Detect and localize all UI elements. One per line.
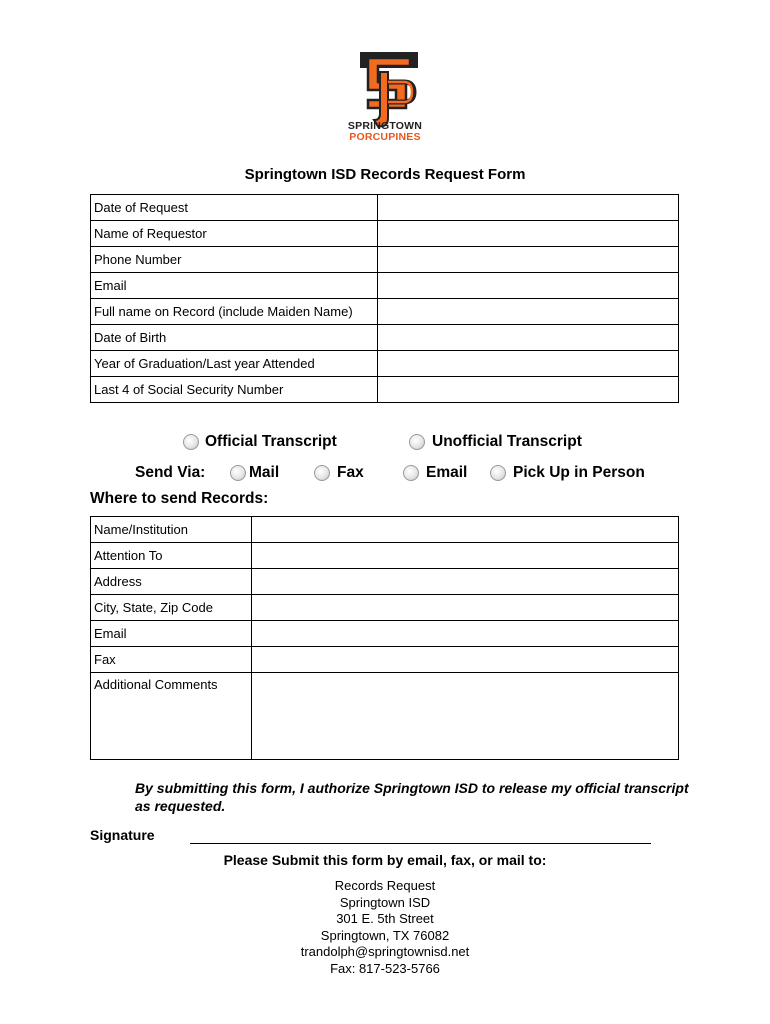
send-via-label: Send Via: [135, 464, 206, 481]
where-to-send-heading: Where to send Records: [90, 490, 269, 507]
logo-text-porcupines: PORCUPINES [349, 131, 421, 143]
requestor-info-table [90, 194, 679, 403]
table-row [91, 595, 679, 621]
table-row [91, 673, 679, 760]
attention-to-label: Attention To [91, 543, 252, 569]
address-field[interactable] [252, 569, 679, 595]
date-of-birth-field[interactable] [378, 325, 679, 351]
mail-radio[interactable] [230, 465, 246, 481]
email-radio[interactable] [403, 465, 419, 481]
mailing-address-block [0, 878, 770, 977]
official-transcript-radio[interactable] [183, 434, 199, 450]
pickup-radio[interactable] [490, 465, 506, 481]
logo-text-springtown: SPRINGTOWN [347, 120, 423, 132]
table-row [91, 351, 679, 377]
recipient-fax-label: Fax [91, 647, 252, 673]
table-row [91, 273, 679, 299]
address-line: Records Request [334, 878, 436, 893]
name-of-requestor-label: Name of Requestor [91, 221, 378, 247]
ssn-last4-label: Last 4 of Social Security Number [91, 377, 378, 403]
table-row [91, 647, 679, 673]
name-institution-label: Name/Institution [91, 517, 252, 543]
phone-number-field[interactable] [378, 247, 679, 273]
table-row [91, 517, 679, 543]
date-of-request-field[interactable] [378, 195, 679, 221]
mail-label: Mail [249, 464, 280, 481]
city-state-zip-label: City, State, Zip Code [91, 595, 252, 621]
fax-radio[interactable] [314, 465, 330, 481]
date-of-request-label: Date of Request [91, 195, 378, 221]
city-state-zip-field[interactable] [252, 595, 679, 621]
form-title: Springtown ISD Records Request Form [244, 166, 526, 183]
table-row [91, 325, 679, 351]
graduation-year-field[interactable] [378, 351, 679, 377]
address-line: 301 E. 5th Street [336, 911, 434, 926]
address-fax: Fax: 817-523-5766 [330, 960, 440, 976]
table-row [91, 569, 679, 595]
address-email: trandolph@springtownisd.net [300, 944, 470, 959]
authorization-statement: By submitting this form, I authorize Springtown ISD to release my official transcript as requested. [135, 780, 689, 814]
unofficial-transcript-radio[interactable] [409, 434, 425, 450]
pickup-label: Pick Up in Person [513, 464, 645, 481]
full-name-label: Full name on Record (include Maiden Name) [91, 299, 378, 325]
table-row [91, 621, 679, 647]
email-option-label: Email [426, 464, 468, 481]
fax-label: Fax [337, 464, 364, 481]
signature-line[interactable] [190, 843, 651, 844]
ssn-last4-field[interactable] [378, 377, 679, 403]
phone-number-label: Phone Number [91, 247, 378, 273]
additional-comments-label: Additional Comments [91, 673, 252, 760]
signature-label: Signature [90, 827, 155, 843]
table-row [91, 247, 679, 273]
table-row [91, 221, 679, 247]
table-row [91, 299, 679, 325]
recipient-info-table [90, 516, 679, 760]
table-row [91, 543, 679, 569]
graduation-year-label: Year of Graduation/Last year Attended [91, 351, 378, 377]
name-institution-field[interactable] [252, 517, 679, 543]
submit-instructions-heading: Please Submit this form by email, fax, or mail to: [223, 852, 547, 868]
recipient-email-field[interactable] [252, 621, 679, 647]
unofficial-transcript-label: Unofficial Transcript [432, 433, 582, 450]
date-of-birth-label: Date of Birth [91, 325, 378, 351]
recipient-fax-field[interactable] [252, 647, 679, 673]
name-of-requestor-field[interactable] [378, 221, 679, 247]
attention-to-field[interactable] [252, 543, 679, 569]
table-row [91, 377, 679, 403]
email-label: Email [91, 273, 378, 299]
full-name-field[interactable] [378, 299, 679, 325]
recipient-email-label: Email [91, 621, 252, 647]
email-field[interactable] [378, 273, 679, 299]
official-transcript-label: Official Transcript [205, 433, 337, 450]
additional-comments-field[interactable] [252, 673, 679, 760]
table-row [91, 195, 679, 221]
address-line: Springtown, TX 76082 [320, 927, 450, 943]
address-line: Springtown ISD [339, 894, 431, 910]
address-label: Address [91, 569, 252, 595]
